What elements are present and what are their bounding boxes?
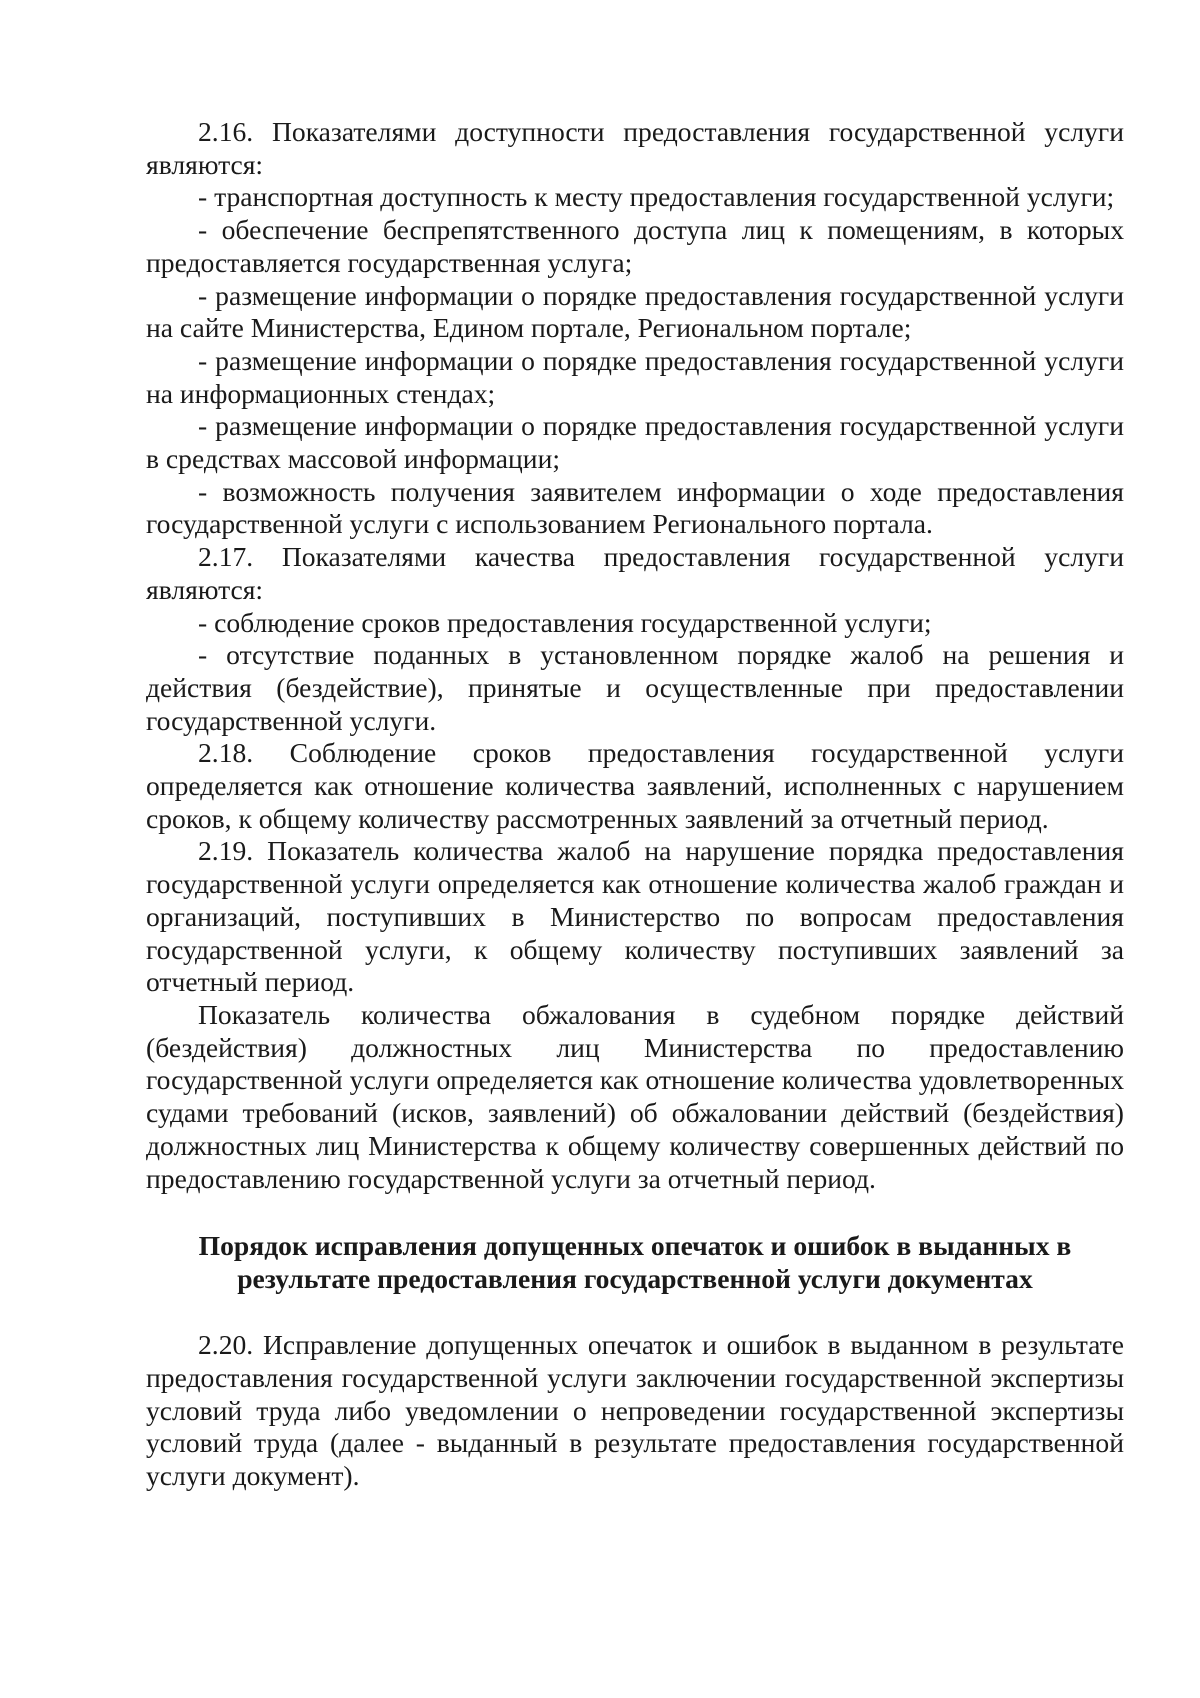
spacer xyxy=(146,1195,1124,1229)
spacer xyxy=(146,1295,1124,1329)
list-item-deadlines: - соблюдение сроков предоставления государственной услуги; xyxy=(198,606,932,638)
list-item-website-info: - размещение информации о порядке предоставления государственной услуги на сайте Министерства, Едином портале, Региональном портале; xyxy=(146,279,1124,344)
list-item-transport: - транспортная доступность к месту предоставления государственной услуги; xyxy=(198,181,1115,213)
paragraph-2-16: 2.16. Показателями доступности предоставления государственной услуги являются: xyxy=(146,116,1124,180)
list-item-progress-info: - возможность получения заявителем информации о ходе предоставления государственной услуги с использованием Регионального портала. xyxy=(146,475,1124,540)
paragraph-court-appeals: Показатель количества обжалования в судебном порядке действий (бездействия) должностных лиц Министерства по предоставлению государственной услуги определяется как отношение количества удовлетворенных судами требований (исков, заявлений) об обжаловании действий (бездействия) должностных лиц Министерства к общему количеству совершенных действий по предоставлению государственной услуги за отчетный период. xyxy=(146,998,1124,1194)
list-item-media-info: - размещение информации о порядке предоставления государственной услуги в средствах массовой информации; xyxy=(146,410,1124,475)
paragraph-2-20: 2.20. Исправление допущенных опечаток и ошибок в выданном в результате предоставления государственной услуги заключении государственной экспертизы условий труда либо уведомлении о непроведении государственной экспертизы условий труда (далее - выданный в результате предоставления государственной услуги документ). xyxy=(146,1329,1124,1492)
section-heading xyxy=(146,1229,1124,1295)
list-item-no-complaints: - отсутствие поданных в установленном порядке жалоб на решения и действия (бездействие), принятые и осуществленные при предоставлении государственной услуги. xyxy=(146,639,1124,736)
paragraph-2-17: 2.17. Показателями качества предоставления государственной услуги являются: xyxy=(146,541,1124,605)
list-item-stands-info: - размещение информации о порядке предоставления государственной услуги на информационных стендах; xyxy=(146,344,1124,409)
list-item-access: - обеспечение беспрепятственного доступа лиц к помещениям, в которых предоставляется государственная услуга; xyxy=(146,214,1124,278)
document-page xyxy=(146,116,1124,1493)
section-heading-line-2: результате предоставления государственной услуги документах xyxy=(237,1263,1033,1295)
paragraph-2-18: 2.18. Соблюдение сроков предоставления государственной услуги определяется как отношение количества заявлений, исполненных с нарушением сроков, к общему количеству рассмотренных заявлений за отчетный период. xyxy=(146,737,1124,834)
section-heading-line-1: Порядок исправления допущенных опечаток и ошибок в выданных в xyxy=(198,1230,1072,1262)
paragraph-2-19: 2.19. Показатель количества жалоб на нарушение порядка предоставления государственной услуги определяется как отношение количества жалоб граждан и организаций, поступивших в Министерство по вопросам предоставления государственной услуги, к общему количеству поступивших заявлений за отчетный период. xyxy=(146,835,1124,998)
